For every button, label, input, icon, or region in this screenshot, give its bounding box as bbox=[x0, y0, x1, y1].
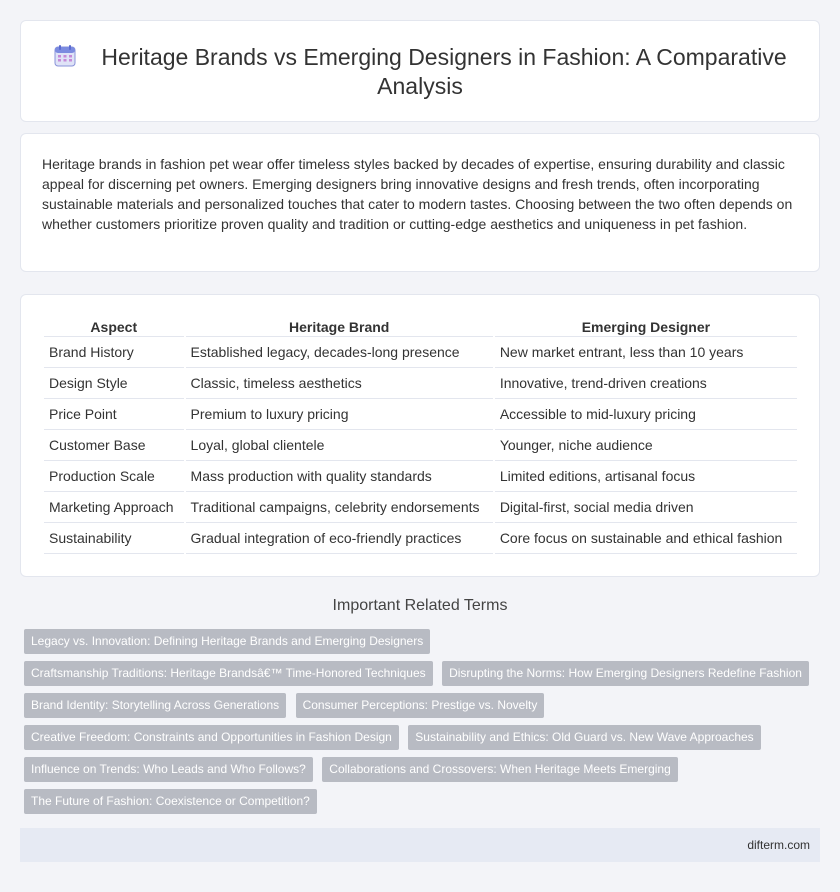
related-terms-heading: Important Related Terms bbox=[332, 597, 508, 614]
related-term-link[interactable]: Disrupting the Norms: How Emerging Designers Redefine Fashion bbox=[442, 661, 809, 686]
table-cell-aspect: Sustainability bbox=[44, 523, 184, 554]
related-term-link[interactable]: Craftsmanship Traditions: Heritage Brandsâ€™ Time-Honored Techniques bbox=[24, 661, 433, 686]
table-cell-heritage: Traditional campaigns, celebrity endorsements bbox=[186, 492, 493, 523]
table-row bbox=[44, 368, 797, 399]
table-cell-emerging: New market entrant, less than 10 years bbox=[495, 337, 797, 368]
related-term-link[interactable]: Creative Freedom: Constraints and Opportunities in Fashion Design bbox=[24, 725, 399, 750]
calendar-icon bbox=[53, 44, 77, 68]
page-title-wrap bbox=[41, 43, 799, 101]
table-cell-heritage: Classic, timeless aesthetics bbox=[186, 368, 493, 399]
table-row bbox=[44, 399, 797, 430]
table-cell-heritage: Established legacy, decades-long presence bbox=[186, 337, 493, 368]
table-cell-emerging: Digital-first, social media driven bbox=[495, 492, 797, 523]
related-terms-list bbox=[24, 629, 804, 821]
table-row bbox=[44, 337, 797, 368]
table-cell-emerging: Limited editions, artisanal focus bbox=[495, 461, 797, 492]
table-cell-aspect: Customer Base bbox=[44, 430, 184, 461]
column-header-emerging: Emerging Designer bbox=[495, 315, 797, 337]
table-header-row bbox=[44, 315, 797, 337]
table-row bbox=[44, 430, 797, 461]
comparison-table bbox=[42, 315, 799, 554]
table-row bbox=[44, 523, 797, 554]
related-term-link[interactable]: Influence on Trends: Who Leads and Who Follows? bbox=[24, 757, 313, 782]
column-header-aspect: Aspect bbox=[44, 315, 184, 337]
table-cell-aspect: Design Style bbox=[44, 368, 184, 399]
table-cell-emerging: Younger, niche audience bbox=[495, 430, 797, 461]
tag-row bbox=[24, 629, 804, 661]
table-cell-heritage: Gradual integration of eco-friendly practices bbox=[186, 523, 493, 554]
comparison-table-card bbox=[20, 294, 820, 577]
table-cell-aspect: Price Point bbox=[44, 399, 184, 430]
table-cell-heritage: Premium to luxury pricing bbox=[186, 399, 493, 430]
table-row bbox=[44, 492, 797, 523]
related-term-link[interactable]: Brand Identity: Storytelling Across Generations bbox=[24, 693, 286, 718]
table-cell-emerging: Innovative, trend-driven creations bbox=[495, 368, 797, 399]
tag-row bbox=[24, 725, 804, 757]
related-term-link[interactable]: Legacy vs. Innovation: Defining Heritage Brands and Emerging Designers bbox=[24, 629, 430, 654]
table-cell-aspect: Brand History bbox=[44, 337, 184, 368]
column-header-heritage: Heritage Brand bbox=[186, 315, 493, 337]
related-term-link[interactable]: Collaborations and Crossovers: When Heritage Meets Emerging bbox=[322, 757, 678, 782]
related-term-link[interactable]: The Future of Fashion: Coexistence or Competition? bbox=[24, 789, 317, 814]
tag-row bbox=[24, 693, 804, 725]
tag-row bbox=[24, 789, 804, 821]
table-row bbox=[44, 461, 797, 492]
related-term-link[interactable]: Sustainability and Ethics: Old Guard vs. New Wave Approaches bbox=[408, 725, 760, 750]
table-cell-heritage: Mass production with quality standards bbox=[186, 461, 493, 492]
table-cell-emerging: Core focus on sustainable and ethical fashion bbox=[495, 523, 797, 554]
table-cell-heritage: Loyal, global clientele bbox=[186, 430, 493, 461]
tag-row bbox=[24, 757, 804, 789]
tag-row bbox=[24, 661, 804, 693]
table-cell-aspect: Production Scale bbox=[44, 461, 184, 492]
footer-site-link[interactable]: difterm.com bbox=[747, 838, 810, 852]
intro-card bbox=[20, 133, 820, 272]
page-title: Heritage Brands vs Emerging Designers in Fashion: A Comparative Analysis bbox=[101, 44, 787, 99]
table-cell-emerging: Accessible to mid-luxury pricing bbox=[495, 399, 797, 430]
intro-paragraph: Heritage brands in fashion pet wear offer timeless styles backed by decades of expertise, ensuring durability and classic appeal for discerning pet owners. Emerging designers bring innovative designs and fresh trends, often incorporating sustainable materials and personalized touches that cater to modern tastes. Choosing between the two often depends on whether customers prioritize proven quality and tradition or cutting-edge aesthetics and uniqueness in pet fashion. bbox=[42, 156, 793, 232]
header-card bbox=[20, 20, 820, 122]
table-cell-aspect: Marketing Approach bbox=[44, 492, 184, 523]
related-term-link[interactable]: Consumer Perceptions: Prestige vs. Novelty bbox=[296, 693, 545, 718]
footer bbox=[20, 828, 820, 862]
